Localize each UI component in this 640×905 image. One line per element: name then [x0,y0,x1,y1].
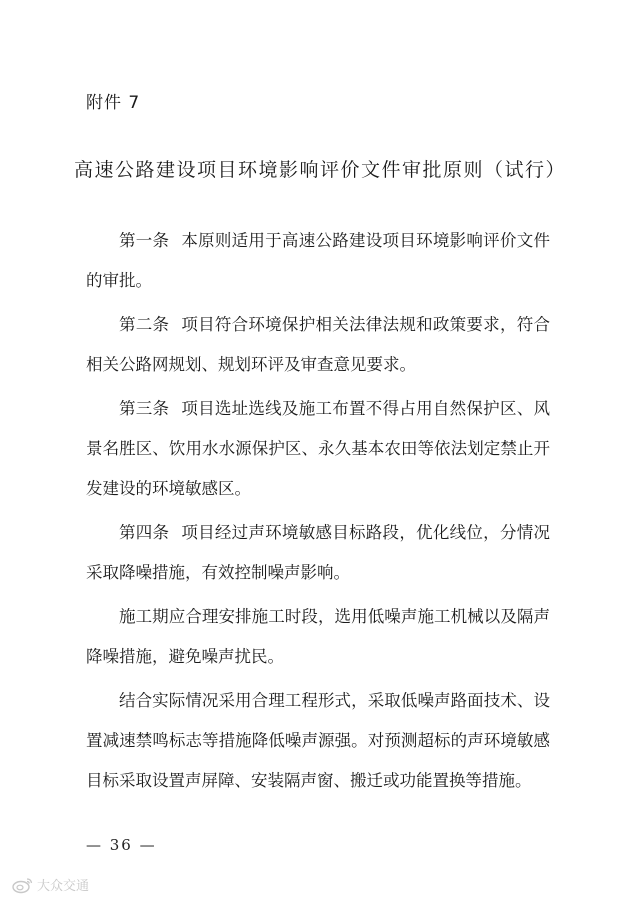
article-2 [86,305,550,385]
paragraph-construction-noise [86,597,550,677]
article-text: 项目经过声环境敏感目标路段，优化线位，分情况采取降噪措施，有效控制噪声影响。 [86,523,550,582]
article-number: 第二条 [119,315,170,334]
article-text: 项目符合环境保护相关法律法规和政策要求，符合相关公路网规划、规划环评及审查意见要求。 [86,315,550,374]
paragraph-text: 结合实际情况采用合理工程形式，采取低噪声路面技术、设置减速禁鸣标志等措施降低噪声源强。对预测超标的声环境敏感目标采取设置声屏障、安装隔声窗、搬迁或功能置换等措施。 [86,691,550,790]
article-number: 第一条 [119,231,170,250]
article-1 [86,221,550,301]
article-number: 第三条 [119,399,170,418]
article-3 [86,389,550,509]
article-text: 本原则适用于高速公路建设项目环境影响评价文件的审批。 [86,231,550,290]
article-number: 第四条 [119,523,170,542]
page-number: — 36 — [86,836,157,854]
watermark-text: 大众交通 [37,879,90,894]
paragraph-noise-measures [86,681,550,801]
document-title: 高速公路建设项目环境影响评价文件审批原则（试行） [73,159,566,181]
document-body [86,221,550,805]
attachment-label: 附件 7 [86,93,141,113]
article-4 [86,513,550,593]
watermark [12,875,89,894]
article-text: 项目选址选线及施工布置不得占用自然保护区、风景名胜区、饮用水水源保护区、永久基本农田等依法划定禁止开发建设的环境敏感区。 [86,399,550,498]
weibo-logo-icon [12,876,34,894]
paragraph-text: 施工期应合理安排施工时段，选用低噪声施工机械以及隔声降噪措施，避免噪声扰民。 [86,607,550,666]
